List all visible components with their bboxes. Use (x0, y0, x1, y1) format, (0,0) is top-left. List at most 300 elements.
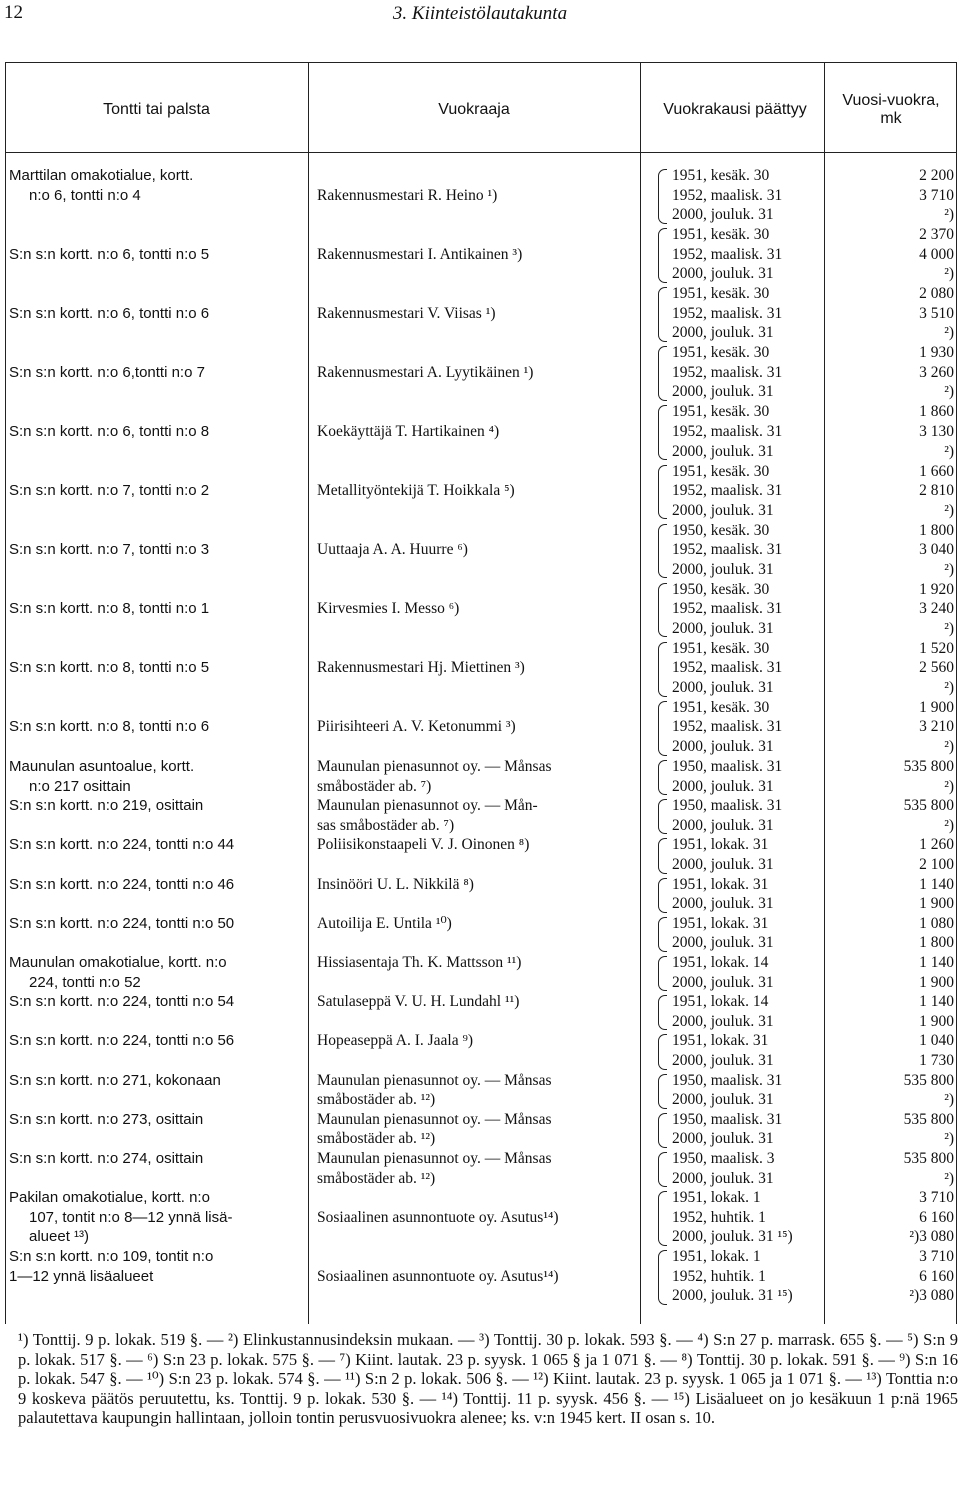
brace (658, 917, 667, 952)
period-cell-line: 1951, lokak. 31 (672, 875, 769, 893)
plot-cell (9, 1188, 307, 1247)
tenant-cell (317, 1071, 639, 1110)
tenant-cell (317, 757, 639, 796)
period-cell-line: 2000, jouluk. 31 (672, 934, 774, 952)
brace (658, 465, 667, 520)
rent-cell-line: 1 660 (919, 462, 954, 480)
period-cell-line: 1952, huhtik. 1 (672, 1267, 766, 1285)
period-cell-line: 2000, jouluk. 31 (672, 738, 774, 756)
rent-cell-line: ²) (944, 383, 954, 401)
plot-cell-line: S:n s:n kortt. n:o 7, tontti n:o 2 (9, 482, 210, 500)
period-cell-line: 1951, kesäk. 30 (672, 285, 770, 303)
plot-cell-line: Pakilan omakotialue, kortt. n:o (9, 1189, 210, 1207)
plot-cell-line: n:o 6, tontti n:o 4 (29, 186, 141, 204)
brace (658, 287, 667, 342)
period-cell (658, 284, 824, 343)
table-row (0, 953, 960, 992)
rent-cell-line: 2 100 (919, 855, 954, 873)
period-cell-line: 1950, kesäk. 30 (672, 580, 770, 598)
rent-cell-line: ²) (944, 1091, 954, 1109)
rent-cell-line: 2 560 (919, 659, 954, 677)
rent-cell (824, 1110, 954, 1149)
rent-cell (824, 757, 954, 796)
tenant-cell-line: Insinööri U. L. Nikkilä ⁸) (317, 875, 474, 893)
rent-cell-line: 1 140 (919, 954, 954, 971)
period-cell (658, 580, 824, 639)
period-cell-line: 2000, jouluk. 31 (672, 1130, 774, 1148)
tenant-cell-line: Koekäyttäjä T. Hartikainen ⁴) (317, 422, 500, 440)
period-cell-line: 2000, jouluk. 31 (672, 895, 774, 913)
tenant-cell-line: Metallityöntekijä T. Hoikkala ⁵) (317, 482, 515, 500)
rent-cell-line: 2 080 (919, 285, 954, 303)
plot-cell-line: S:n s:n kortt. n:o 273, osittain (9, 1110, 204, 1128)
plot-cell (9, 422, 307, 442)
tenant-cell (317, 914, 639, 934)
tenant-cell-line: småbostäder ab. ¹²) (317, 1130, 436, 1148)
brace (658, 701, 667, 756)
rent-cell-line: ²) (944, 816, 954, 834)
period-cell-line: 2000, jouluk. 31 (672, 383, 774, 401)
period-cell (658, 639, 824, 698)
rent-cell-line: 535 800 (903, 1110, 954, 1128)
period-cell-line: 2000, jouluk. 31 ¹⁵) (672, 1228, 793, 1246)
period-cell (658, 521, 824, 580)
period-cell-line: 2000, jouluk. 31 (672, 206, 774, 224)
period-cell-line: 2000, jouluk. 31 (672, 973, 774, 991)
table-row (0, 284, 960, 343)
rent-cell-line: ²) (944, 324, 954, 342)
brace (658, 405, 667, 460)
rent-cell (824, 343, 954, 402)
rent-cell-line: 3 240 (919, 600, 954, 618)
plot-cell-line: S:n s:n kortt. n:o 224, tontti n:o 46 (9, 875, 235, 893)
period-cell-line: 1952, maalisk. 31 (672, 600, 783, 618)
rent-cell-line: 2 810 (919, 482, 954, 500)
rent-cell-line: 1 860 (919, 403, 954, 421)
rent-cell-line: 1 080 (919, 914, 954, 932)
rent-cell-line: ²)3 080 (909, 1287, 954, 1305)
rent-cell-line: 1 900 (919, 895, 954, 913)
rent-cell (824, 992, 954, 1031)
rent-cell (824, 953, 954, 992)
period-cell-line: 1952, maalisk. 31 (672, 245, 783, 263)
period-cell-line: 1951, lokak. 31 (672, 836, 769, 854)
rent-cell (824, 462, 954, 521)
rent-cell-line: ²) (944, 442, 954, 460)
rent-cell (824, 1188, 954, 1247)
plot-cell-line: S:n s:n kortt. n:o 219, osittain (9, 797, 204, 815)
plot-cell-line: S:n s:n kortt. n:o 8, tontti n:o 5 (9, 659, 210, 677)
tenant-cell (317, 1110, 639, 1149)
rent-cell (824, 875, 954, 914)
period-cell-line: 1952, maalisk. 31 (672, 186, 783, 204)
plot-cell (9, 875, 307, 895)
tenant-cell (317, 875, 639, 895)
period-cell-line: 2000, jouluk. 31 (672, 1012, 774, 1030)
period-cell-line: 2000, jouluk. 31 (672, 560, 774, 578)
tenant-cell (317, 363, 639, 383)
rent-cell (824, 796, 954, 835)
tenant-cell-line: Uuttaaja A. A. Huurre ⁶) (317, 541, 468, 559)
rent-cell (824, 225, 954, 284)
period-cell-line: 1952, maalisk. 31 (672, 304, 783, 322)
period-cell (658, 225, 824, 284)
plot-cell (9, 757, 307, 796)
brace (658, 524, 667, 579)
page-number: 12 (4, 2, 23, 23)
brace (658, 956, 667, 991)
period-cell-line: 1952, maalisk. 31 (672, 482, 783, 500)
tenant-cell-line: Piirisihteeri A. V. Ketonummi ³) (317, 718, 516, 736)
rent-cell-line: 3 710 (919, 186, 954, 204)
plot-cell (9, 166, 307, 205)
period-cell-line: 1951, kesäk. 30 (672, 226, 770, 244)
rent-cell-line: 1 730 (919, 1051, 954, 1069)
brace (658, 1250, 667, 1305)
rent-cell (824, 1247, 954, 1306)
rent-cell (824, 402, 954, 461)
period-cell-line: 2000, jouluk. 31 (672, 324, 774, 342)
period-cell-line: 1952, maalisk. 31 (672, 541, 783, 559)
rent-cell-line: 1 800 (919, 521, 954, 539)
table-row (0, 698, 960, 757)
rent-cell-line: 6 160 (919, 1267, 954, 1285)
plot-cell (9, 599, 307, 619)
tenant-cell (317, 1031, 639, 1051)
column-header-plot: Tontti tai palsta (103, 101, 210, 118)
tenant-cell-line: Maunulan pienasunnot oy. — Månsas (317, 1150, 552, 1167)
table-row (0, 1071, 960, 1110)
period-cell (658, 343, 824, 402)
rent-cell-line: 2 200 (919, 167, 954, 184)
tenant-cell-line: småbostäder ab. ¹²) (317, 1091, 436, 1109)
rent-cell-line: ²)3 080 (909, 1228, 954, 1246)
rent-cell-line: 1 920 (919, 580, 954, 598)
rent-cell-line: 1 800 (919, 934, 954, 952)
period-cell-line: 2000, jouluk. 31 ¹⁵) (672, 1287, 793, 1305)
period-cell-line: 1952, maalisk. 31 (672, 659, 783, 677)
period-cell-line: 2000, jouluk. 31 (672, 442, 774, 460)
tenant-cell-line: Maunulan pienasunnot oy. — Månsas (317, 1110, 552, 1128)
plot-cell (9, 1110, 307, 1130)
period-cell-line: 1952, huhtik. 1 (672, 1208, 766, 1226)
period-cell-line: 1952, maalisk. 31 (672, 363, 783, 381)
brace (658, 1152, 667, 1187)
brace (658, 169, 667, 224)
period-cell-line: 2000, jouluk. 31 (672, 816, 774, 834)
rent-cell (824, 835, 954, 874)
plot-cell (9, 835, 307, 855)
table-row (0, 914, 960, 953)
table-row (0, 875, 960, 914)
period-cell-line: 1952, maalisk. 31 (672, 718, 783, 736)
tenant-cell (317, 717, 639, 737)
tenant-cell (317, 186, 639, 206)
tenant-cell-line: Sosiaalinen asunnontuote oy. Asutus¹⁴) (317, 1208, 559, 1226)
rent-cell-line: 1 900 (919, 973, 954, 991)
period-cell-line: 1950, maalisk. 3 (672, 1150, 775, 1167)
period-cell-line: 1951, lokak. 31 (672, 914, 769, 932)
rent-cell-line: 1 900 (919, 1012, 954, 1030)
rent-cell-line: 1 260 (919, 836, 954, 854)
period-cell-line: 1951, kesäk. 30 (672, 344, 770, 362)
brace (658, 1113, 667, 1148)
plot-cell-line: S:n s:n kortt. n:o 6, tontti n:o 8 (9, 422, 210, 440)
rent-cell-line: ²) (944, 738, 954, 756)
rent-cell-line: 3 210 (919, 718, 954, 736)
tenant-cell-line: Autoilija E. Untila ¹⁰) (317, 914, 452, 932)
tenant-cell (317, 540, 639, 560)
period-cell-line: 1951, kesäk. 30 (672, 639, 770, 657)
rent-cell-line: 1 520 (919, 639, 954, 657)
period-cell-line: 1951, lokak. 31 (672, 1032, 769, 1050)
rent-cell-line: ²) (944, 777, 954, 795)
plot-cell (9, 481, 307, 501)
rent-cell-line: 6 160 (919, 1208, 954, 1226)
plot-cell-line: 1—12 ynnä lisäalueet (9, 1267, 154, 1285)
rent-cell (824, 639, 954, 698)
table-row (0, 462, 960, 521)
table-row (0, 1149, 960, 1188)
tenant-cell-line: Sosiaalinen asunnontuote oy. Asutus¹⁴) (317, 1267, 559, 1285)
plot-cell-line: 224, tontti n:o 52 (29, 973, 141, 991)
rent-cell-line: 535 800 (903, 758, 954, 775)
plot-cell-line: Marttilan omakotialue, kortt. (9, 167, 194, 184)
period-cell (658, 1247, 824, 1306)
plot-cell (9, 363, 307, 383)
plot-cell-line: S:n s:n kortt. n:o 8, tontti n:o 1 (9, 600, 210, 618)
plot-cell-line: S:n s:n kortt. n:o 224, tontti n:o 56 (9, 1032, 235, 1050)
rent-cell (824, 1071, 954, 1110)
period-cell-line: 2000, jouluk. 31 (672, 855, 774, 873)
table-row (0, 796, 960, 835)
plot-cell-line: S:n s:n kortt. n:o 109, tontit n:o (9, 1248, 214, 1266)
table-row (0, 992, 960, 1031)
period-cell-line: 1951, kesäk. 30 (672, 462, 770, 480)
table-row (0, 757, 960, 796)
column-header-tenant: Vuokraaja (438, 101, 510, 118)
table-top-rule (5, 62, 957, 63)
period-cell-line: 1950, maalisk. 31 (672, 758, 783, 775)
rent-cell (824, 1149, 954, 1188)
brace (658, 878, 667, 913)
tenant-cell-line: Maunulan pienasunnot oy. — Månsas (317, 758, 552, 775)
plot-cell-line: alueet ¹³) (29, 1228, 90, 1246)
tenant-cell-line: Maunulan pienasunnot oy. — Mån- (317, 797, 538, 815)
plot-cell (9, 992, 307, 1012)
period-cell-line: 2000, jouluk. 31 (672, 1091, 774, 1109)
period-cell-line: 2000, jouluk. 31 (672, 777, 774, 795)
column-header-period: Vuokrakausi päättyy (663, 101, 807, 118)
rent-cell-line: 2 370 (919, 226, 954, 244)
rent-cell-line: 3 510 (919, 304, 954, 322)
table-row (0, 1247, 960, 1306)
rent-cell-line: 1 140 (919, 993, 954, 1011)
plot-cell-line: S:n s:n kortt. n:o 6, tontti n:o 6 (9, 304, 210, 322)
column-header-rent: Vuosi-vuokra, mk (842, 92, 940, 127)
brace (658, 642, 667, 697)
rent-cell-line: ²) (944, 501, 954, 519)
plot-cell (9, 796, 307, 816)
plot-cell-line: S:n s:n kortt. n:o 224, tontti n:o 54 (9, 993, 235, 1011)
header-rule (5, 152, 957, 153)
period-cell-line: 1950, maalisk. 31 (672, 797, 783, 815)
plot-cell (9, 1247, 307, 1286)
period-cell (658, 1188, 824, 1247)
rent-cell (824, 284, 954, 343)
period-cell (658, 1031, 824, 1070)
tenant-cell-line: Hissiasentaja Th. K. Mattsson ¹¹) (317, 954, 522, 971)
tenant-cell (317, 245, 639, 265)
period-cell (658, 757, 824, 796)
table-row (0, 166, 960, 225)
rent-cell-line: ²) (944, 560, 954, 578)
rent-cell-line: 535 800 (903, 797, 954, 815)
rent-cell-line: 1 900 (919, 698, 954, 716)
tenant-cell (317, 796, 639, 835)
plot-cell-line: S:n s:n kortt. n:o 224, tontti n:o 50 (9, 914, 235, 932)
rent-cell-line: 1 140 (919, 875, 954, 893)
rent-cell-line: ²) (944, 619, 954, 637)
period-cell-line: 1951, kesäk. 30 (672, 167, 770, 184)
tenant-cell (317, 481, 639, 501)
rent-cell-line: 3 260 (919, 363, 954, 381)
rent-cell-line: 3 130 (919, 422, 954, 440)
tenant-cell (317, 953, 639, 973)
period-cell-line: 1950, maalisk. 31 (672, 1071, 783, 1089)
plot-cell (9, 658, 307, 678)
table-row (0, 1188, 960, 1247)
period-cell (658, 462, 824, 521)
period-cell-line: 1950, kesäk. 30 (672, 521, 770, 539)
tenant-cell-line: småbostäder ab. ¹²) (317, 1169, 436, 1187)
rent-cell-line: ²) (944, 265, 954, 283)
tenant-cell (317, 835, 639, 855)
plot-cell (9, 245, 307, 265)
tenant-cell-line: sas småbostäder ab. ⁷) (317, 816, 455, 834)
period-cell (658, 1149, 824, 1188)
tenant-cell-line: Rakennusmestari V. Viisas ¹) (317, 304, 496, 322)
period-cell-line: 2000, jouluk. 31 (672, 678, 774, 696)
rent-cell (824, 1031, 954, 1070)
plot-cell-line: S:n s:n kortt. n:o 274, osittain (9, 1150, 204, 1167)
plot-cell (9, 953, 307, 992)
rent-cell-line: 3 040 (919, 541, 954, 559)
rent-cell-line: 1 930 (919, 344, 954, 362)
period-cell-line: 1951, lokak. 1 (672, 1248, 761, 1266)
plot-cell (9, 1071, 307, 1091)
brace (658, 1191, 667, 1246)
table-row (0, 402, 960, 461)
rent-cell-line: ²) (944, 1169, 954, 1187)
period-cell-line: 1951, lokak. 14 (672, 993, 769, 1011)
period-cell (658, 166, 824, 225)
rent-cell (824, 521, 954, 580)
tenant-cell-line: Rakennusmestari A. Lyytikäinen ¹) (317, 363, 534, 381)
tenant-cell (317, 1208, 639, 1228)
period-cell (658, 835, 824, 874)
tenant-cell (317, 304, 639, 324)
period-cell-line: 1951, kesäk. 30 (672, 403, 770, 421)
table-row (0, 343, 960, 402)
table-row (0, 521, 960, 580)
rent-cell (824, 166, 954, 225)
period-cell-line: 2000, jouluk. 31 (672, 1051, 774, 1069)
plot-cell (9, 1031, 307, 1051)
period-cell (658, 796, 824, 835)
table-row (0, 639, 960, 698)
period-cell-line: 2000, jouluk. 31 (672, 1169, 774, 1187)
running-title: 3. Kiinteistölautakunta (392, 3, 568, 24)
brace (658, 995, 667, 1030)
plot-cell (9, 540, 307, 560)
page-header (0, 0, 960, 36)
rent-cell-line: ²) (944, 678, 954, 696)
brace (658, 760, 667, 795)
period-cell-line: 2000, jouluk. 31 (672, 619, 774, 637)
plot-cell-line: Maunulan omakotialue, kortt. n:o (9, 954, 227, 971)
rent-cell-line: 535 800 (903, 1150, 954, 1167)
rent-cell-line: ²) (944, 1130, 954, 1148)
tenant-cell-line: Satulaseppä V. U. H. Lundahl ¹¹) (317, 993, 520, 1011)
brace (658, 1034, 667, 1069)
rent-cell-line: 1 040 (919, 1032, 954, 1050)
tenant-cell (317, 1267, 639, 1287)
tenant-cell-line: Kirvesmies I. Messo ⁶) (317, 600, 460, 618)
rent-cell (824, 914, 954, 953)
tenant-cell-line: Rakennusmestari I. Antikainen ³) (317, 245, 523, 263)
tenant-cell (317, 599, 639, 619)
period-cell-line: 1951, lokak. 14 (672, 954, 769, 971)
period-cell (658, 992, 824, 1031)
brace (658, 799, 667, 834)
tenant-cell (317, 658, 639, 678)
plot-cell-line: n:o 217 osittain (29, 777, 131, 795)
period-cell-line: 1950, maalisk. 31 (672, 1110, 783, 1128)
table-row (0, 580, 960, 639)
brace (658, 1074, 667, 1109)
period-cell-line: 1951, kesäk. 30 (672, 698, 770, 716)
rent-cell-line: 3 710 (919, 1189, 954, 1207)
brace (658, 228, 667, 283)
rent-cell-line: 535 800 (903, 1071, 954, 1089)
period-cell (658, 698, 824, 757)
brace (658, 838, 667, 873)
table-row (0, 225, 960, 284)
tenant-cell (317, 992, 639, 1012)
rent-cell-line: 3 710 (919, 1248, 954, 1266)
tenant-cell (317, 1149, 639, 1188)
tenant-cell-line: Poliisikonstaapeli V. J. Oinonen ⁸) (317, 836, 530, 854)
period-cell (658, 953, 824, 992)
period-cell-line: 1951, lokak. 1 (672, 1189, 761, 1207)
plot-cell-line: S:n s:n kortt. n:o 6, tontti n:o 5 (9, 245, 210, 263)
tenant-cell-line: Hopeaseppä A. I. Jaala ⁹) (317, 1032, 474, 1050)
period-cell (658, 1071, 824, 1110)
rent-cell (824, 580, 954, 639)
period-cell (658, 402, 824, 461)
plot-cell (9, 914, 307, 934)
plot-cell-line: 107, tontit n:o 8—12 ynnä lisä- (29, 1208, 233, 1226)
rent-cell-line: ²) (944, 206, 954, 224)
plot-cell-line: S:n s:n kortt. n:o 6,tontti n:o 7 (9, 363, 205, 381)
period-cell (658, 914, 824, 953)
tenant-cell-line: Maunulan pienasunnot oy. — Månsas (317, 1071, 552, 1089)
tenant-cell-line: småbostäder ab. ⁷) (317, 777, 432, 795)
plot-cell-line: S:n s:n kortt. n:o 271, kokonaan (9, 1071, 221, 1089)
plot-cell-line: S:n s:n kortt. n:o 8, tontti n:o 6 (9, 718, 210, 736)
period-cell (658, 1110, 824, 1149)
